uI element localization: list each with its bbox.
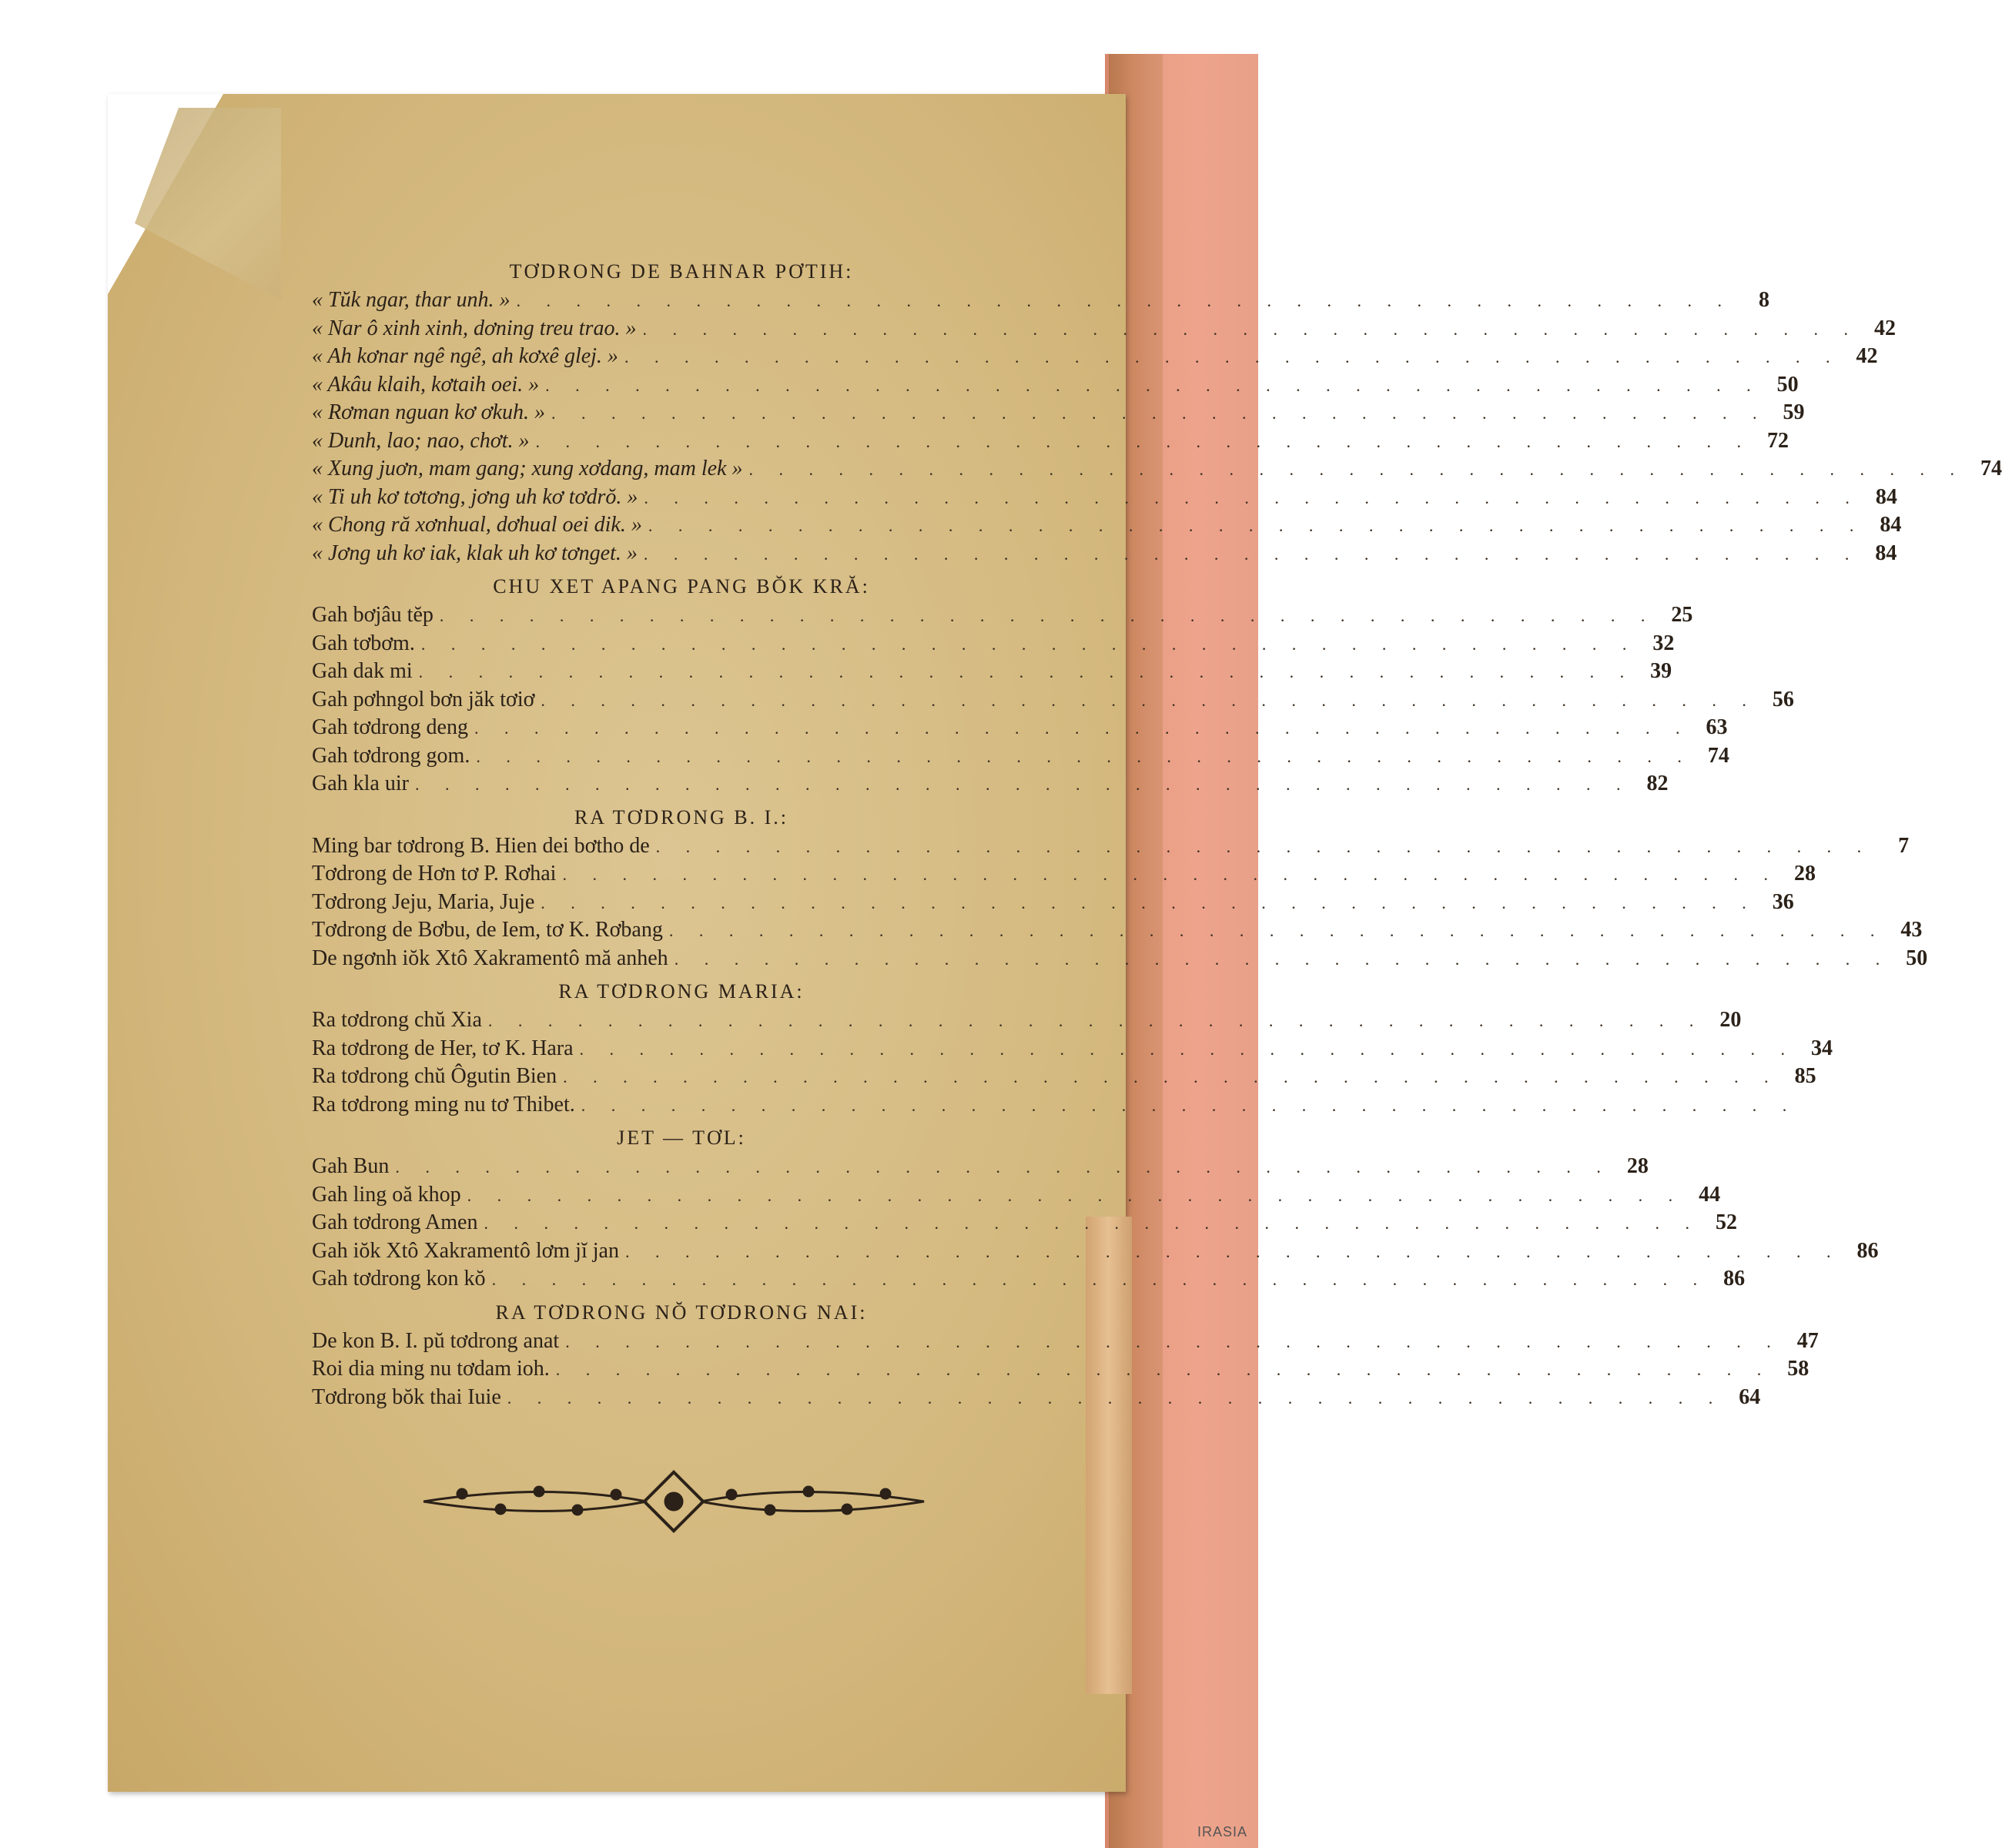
toc-entry bbox=[312, 1328, 1819, 1358]
page-number: 84 bbox=[1880, 513, 1902, 537]
toc-entry bbox=[312, 1182, 1721, 1211]
toc-entry bbox=[312, 1064, 1816, 1093]
leader-dots: . . . . . . . . . . . . . . . . . . . . . . . . . . . . . . . . . . . . . . . . . bbox=[644, 487, 1860, 507]
leader-dots: . . . . . . . . . . . . . . . . . . . . . . . . . . . . . . . . . . . . . . . . . bbox=[487, 1011, 1705, 1030]
page-number: 72 bbox=[1766, 428, 1789, 453]
leader-dots: . . . . . . . . . . . . . . . . . . . . . . . . . . . . . . . . . . . . . . . . . bbox=[491, 1270, 1709, 1289]
entry-title: Gah kla uir bbox=[312, 772, 409, 795]
entry-title: Gah pơhngol bơn jăk tơiơ bbox=[312, 687, 535, 711]
page-number: 74 bbox=[1980, 457, 2002, 480]
page-number: 44 bbox=[1699, 1182, 1721, 1207]
toc-entry bbox=[312, 1238, 1879, 1267]
leader-dots: . . . . . . . . . . . . . . . . . . . . . . . . . . . . . . . . . . . . . . . . . bbox=[624, 1241, 1842, 1261]
leader-dots: . . . . . . . . . . . . . . . . . . . . . . . . . . . . . . . . . . . . . . . . . bbox=[395, 1157, 1612, 1177]
entry-title: De kon B. I. pŭ tơdrong anat bbox=[312, 1328, 560, 1353]
toc-entry bbox=[312, 1267, 1746, 1295]
section-heading: RA TƠDRONG MARIA: bbox=[558, 980, 805, 1003]
entry-title: Ra tơdrong ming nu tơ Thibet. bbox=[312, 1092, 575, 1116]
entry-title: Ra tơdrong chŭ Ôgutin Bien bbox=[312, 1064, 557, 1088]
entry-title: Gah ling oă khop bbox=[312, 1182, 461, 1207]
entry-title: Gah Bun bbox=[312, 1154, 390, 1178]
leader-dots: . . . . . . . . . . . . . . . . . . . . . . . . . . . . . . . . . . . . . . . . . bbox=[668, 921, 1886, 940]
toc-entry bbox=[312, 1036, 1833, 1065]
entry-title: Ra tơdrong de Her, tơ K. Hara bbox=[312, 1036, 574, 1060]
leader-dots: . . . . . . . . . . . . . . . . . . . . . . . . . . . . . . . . . . . . . . . . . bbox=[484, 1214, 1700, 1233]
page-number: 84 bbox=[1875, 541, 1897, 565]
entry-title: Ming bar tơdrong B. Hien dei bơtho de bbox=[312, 833, 650, 858]
section-heading: RA TƠDRONG B. I.: bbox=[574, 805, 789, 829]
table-of-contents bbox=[312, 254, 2002, 1413]
section-heading: JET — TƠL: bbox=[617, 1127, 746, 1149]
toc-entry bbox=[312, 541, 1897, 570]
toc-entry bbox=[312, 1008, 1742, 1036]
leader-dots: . . . . . . . . . . . . . . . . . . . . . . . . . . . . . . . . . . . . . . . . . bbox=[476, 746, 1692, 766]
leader-dots: . . . . . . . . . . . . . . . . . . . . . . . . . . . . . . . . . . . . . . . . . bbox=[555, 1360, 1773, 1379]
page-number: 20 bbox=[1719, 1008, 1742, 1032]
section-heading: RA TƠDRONG NŎ TƠDRONG NAI: bbox=[495, 1301, 868, 1324]
page-number: 59 bbox=[1783, 400, 1805, 424]
leader-dots: . . . . . . . . . . . . . . . . . . . . . . . . . . . . . . . . . . . . . . . . . bbox=[655, 836, 1873, 856]
page-number: 82 bbox=[1646, 772, 1669, 795]
toc-entry bbox=[312, 457, 2002, 485]
toc-entry bbox=[312, 631, 1675, 660]
page-number: 42 bbox=[1873, 316, 1896, 340]
page-number: 32 bbox=[1652, 631, 1675, 655]
toc-entry bbox=[312, 316, 1896, 345]
watermark: IRASIA bbox=[1197, 1824, 1247, 1840]
leader-dots: . . . . . . . . . . . . . . . . . . . . . . . . . . . . . . . . . . . . . . . . . bbox=[467, 1185, 1684, 1205]
page-number: 50 bbox=[1906, 946, 1928, 970]
toc-entry bbox=[312, 918, 1923, 946]
leader-dots: . . . . . . . . . . . . . . . . . . . . . . . . . . . . . . . . . . . . . . . . . bbox=[551, 403, 1768, 423]
page-number: 7 bbox=[1898, 833, 1910, 858]
page-number: 64 bbox=[1739, 1384, 1761, 1409]
entry-title: « Akâu klaih, kơtaih oei. » bbox=[312, 372, 540, 397]
entry-title: Gah tơdrong deng bbox=[312, 715, 468, 739]
page-number: 56 bbox=[1772, 687, 1794, 711]
leader-dots: . . . . . . . . . . . . . . . . . . . . . . . . . . . . . . . . . . . . . . . . . bbox=[516, 291, 1732, 310]
toc-entry bbox=[312, 772, 1669, 800]
entry-title: « Jơng uh kơ iak, klak uh kơ tơnget. » bbox=[312, 541, 638, 565]
page-number: 43 bbox=[1900, 918, 1923, 942]
toc-entry bbox=[312, 1092, 1798, 1121]
page-number: 39 bbox=[1650, 659, 1672, 683]
toc-entry bbox=[312, 687, 1794, 716]
entry-title: Tơdrong de Bơbu, de Iem, tơ K. Rơbang bbox=[312, 918, 663, 942]
toc-entry bbox=[312, 372, 1799, 401]
toc-entry bbox=[312, 659, 1672, 688]
toc-entry bbox=[312, 889, 1794, 919]
page-number: 84 bbox=[1875, 484, 1897, 509]
toc-entry bbox=[312, 1384, 1761, 1414]
leader-dots: . . . . . . . . . . . . . . . . . . . . . . . . . . . . . . . . . . . . . . . . . bbox=[439, 606, 1656, 625]
entry-title: « Rơman nguan kơ ơkuh. » bbox=[312, 400, 546, 424]
toc-entry bbox=[312, 484, 1897, 514]
leader-dots: . . . . . . . . . . . . . . . . . . . . . . . . . . . . . . . . . . . . . . . . . bbox=[541, 892, 1757, 912]
entry-title: « Chong ră xơnhual, dơhual oei dik. » bbox=[312, 513, 642, 537]
leader-dots: . . . . . . . . . . . . . . . . . . . . . . . . . . . . . . . . . . . . . . . . . bbox=[674, 949, 1891, 969]
entry-title: Ra tơdrong chŭ Xia bbox=[312, 1008, 482, 1032]
page-number: 28 bbox=[1793, 862, 1816, 886]
leader-dots: . . . . . . . . . . . . . . . . . . . . . . . . . . . . . . . . . . . . . . . . . bbox=[624, 347, 1841, 367]
entry-title: Gah dak mi bbox=[312, 659, 413, 683]
page-number: 28 bbox=[1626, 1154, 1649, 1178]
entry-title: De ngơnh iŏk Xtô Xakramentô mă anheh bbox=[312, 946, 668, 970]
toc-entry bbox=[312, 288, 1769, 316]
leader-dots: . . . . . . . . . . . . . . . . . . . . . . . . . . . . . . . . . . . . . . . . . bbox=[581, 1095, 1798, 1115]
toc-entry bbox=[312, 1357, 1810, 1385]
entry-title: Tơdrong Jeju, Maria, Juje bbox=[312, 889, 535, 914]
page-number: 36 bbox=[1772, 889, 1794, 914]
toc-entry bbox=[312, 743, 1729, 772]
toc-entry bbox=[312, 833, 1910, 862]
toc-entry bbox=[312, 344, 1878, 373]
entry-title: « Ah kơnar ngê ngê, ah kơxê glej. » bbox=[312, 344, 618, 368]
page-number: 63 bbox=[1706, 715, 1728, 739]
entry-title: Gah tơdrong gom. bbox=[312, 743, 470, 768]
page-number: 34 bbox=[1811, 1036, 1833, 1060]
toc-entry bbox=[312, 428, 1789, 457]
leader-dots: . . . . . . . . . . . . . . . . . . . . . . . . . . . . . . . . . . . . . . . . . bbox=[748, 460, 1965, 479]
page-number: 42 bbox=[1856, 344, 1878, 368]
page-number: 8 bbox=[1758, 288, 1769, 312]
toc-entry bbox=[312, 1210, 1737, 1239]
entry-title: Roi dia ming nu tơdam ioh. bbox=[312, 1357, 550, 1381]
toc-entry bbox=[312, 603, 1693, 631]
section-heading: TƠDRONG DE BAHNAR PƠTIH: bbox=[509, 260, 854, 283]
leader-dots: . . . . . . . . . . . . . . . . . . . . . . . . . . . . . . . . . . . . . . . . . bbox=[642, 319, 1859, 339]
entry-title: Tơdrong de Hơn tơ P. Rơhai bbox=[312, 862, 557, 886]
leader-dots: . . . . . . . . . . . . . . . . . . . . . . . . . . . . . . . . . . . . . . . . . bbox=[545, 375, 1762, 395]
leader-dots: . . . . . . . . . . . . . . . . . . . . . . . . . . . . . . . . . . . . . . . . . bbox=[541, 690, 1757, 710]
page-number: 85 bbox=[1794, 1064, 1816, 1088]
entry-title: « Ti uh kơ tơtơng, jơng uh kơ tơdrŏ. » bbox=[312, 484, 638, 509]
leader-dots: . . . . . . . . . . . . . . . . . . . . . . . . . . . . . . . . . . . . . . . . . bbox=[562, 865, 1779, 884]
entry-title: Tơdrong bŏk thai Iuie bbox=[312, 1384, 501, 1409]
entry-title: Gah bơjâu tĕp bbox=[312, 603, 434, 627]
page-number: 86 bbox=[1723, 1267, 1746, 1291]
leader-dots: . . . . . . . . . . . . . . . . . . . . . . . . . . . . . . . . . . . . . . . . . bbox=[648, 516, 1865, 535]
page-number: 74 bbox=[1707, 743, 1729, 768]
page-number: 52 bbox=[1715, 1210, 1737, 1234]
page-number: 58 bbox=[1787, 1357, 1810, 1381]
entry-title: Gah iŏk Xtô Xakramentô lơm jĭ jan bbox=[312, 1238, 619, 1263]
page-number: 47 bbox=[1796, 1328, 1819, 1353]
leader-dots: . . . . . . . . . . . . . . . . . . . . . . . . . . . . . . . . . . . . . . . . . bbox=[507, 1388, 1724, 1408]
leader-dots: . . . . . . . . . . . . . . . . . . . . . . . . . . . . . . . . . . . . . . . . . bbox=[643, 544, 1860, 564]
leader-dots: . . . . . . . . . . . . . . . . . . . . . . . . . . . . . . . . . . . . . . . . . bbox=[579, 1039, 1796, 1059]
toc-entry bbox=[312, 715, 1728, 744]
leader-dots: . . . . . . . . . . . . . . . . . . . . . . . . . . . . . . . . . . . . . . . . . bbox=[474, 718, 1691, 738]
entry-title: « Xung juơn, mam gang; xung xơdang, mam lek » bbox=[312, 457, 743, 480]
leader-dots: . . . . . . . . . . . . . . . . . . . . . . . . . . . . . . . . . . . . . . . . . bbox=[565, 1331, 1782, 1351]
entry-title: Gah tơbơm. bbox=[312, 631, 415, 655]
toc-entry bbox=[312, 1154, 1649, 1183]
leader-dots: . . . . . . . . . . . . . . . . . . . . . . . . . . . . . . . . . . . . . . . . . bbox=[563, 1067, 1779, 1086]
page-number: 50 bbox=[1776, 372, 1799, 397]
entry-title: Gah tơdrong kon kŏ bbox=[312, 1267, 486, 1291]
leader-dots: . . . . . . . . . . . . . . . . . . . . . . . . . . . . . . . . . . . . . . . . . bbox=[418, 662, 1635, 681]
entry-title: « Dunh, lao; nao, chơt. » bbox=[312, 428, 530, 453]
toc-entry bbox=[312, 400, 1805, 429]
page-number: 25 bbox=[1671, 603, 1693, 627]
leader-dots: . . . . . . . . . . . . . . . . . . . . . . . . . . . . . . . . . . . . . . . . . bbox=[414, 775, 1632, 794]
entry-title: « Tŭk ngar, thar unh. » bbox=[312, 288, 511, 312]
toc-entry bbox=[312, 513, 1902, 541]
floral-ornament-icon bbox=[416, 1475, 932, 1528]
toc-entry bbox=[312, 862, 1816, 890]
leader-dots: . . . . . . . . . . . . . . . . . . . . . . . . . . . . . . . . . . . . . . . . . bbox=[535, 431, 1752, 451]
toc-entry bbox=[312, 946, 1928, 975]
leader-dots: . . . . . . . . . . . . . . . . . . . . . . . . . . . . . . . . . . . . . . . . . bbox=[420, 634, 1638, 654]
page-number: 86 bbox=[1856, 1238, 1879, 1263]
entry-title: Gah tơdrong Amen bbox=[312, 1210, 478, 1234]
entry-title: « Nar ô xinh xinh, dơning treu trao. » bbox=[312, 316, 637, 340]
section-heading: CHU XET APANG PANG BŎK KRĂ: bbox=[493, 575, 870, 598]
